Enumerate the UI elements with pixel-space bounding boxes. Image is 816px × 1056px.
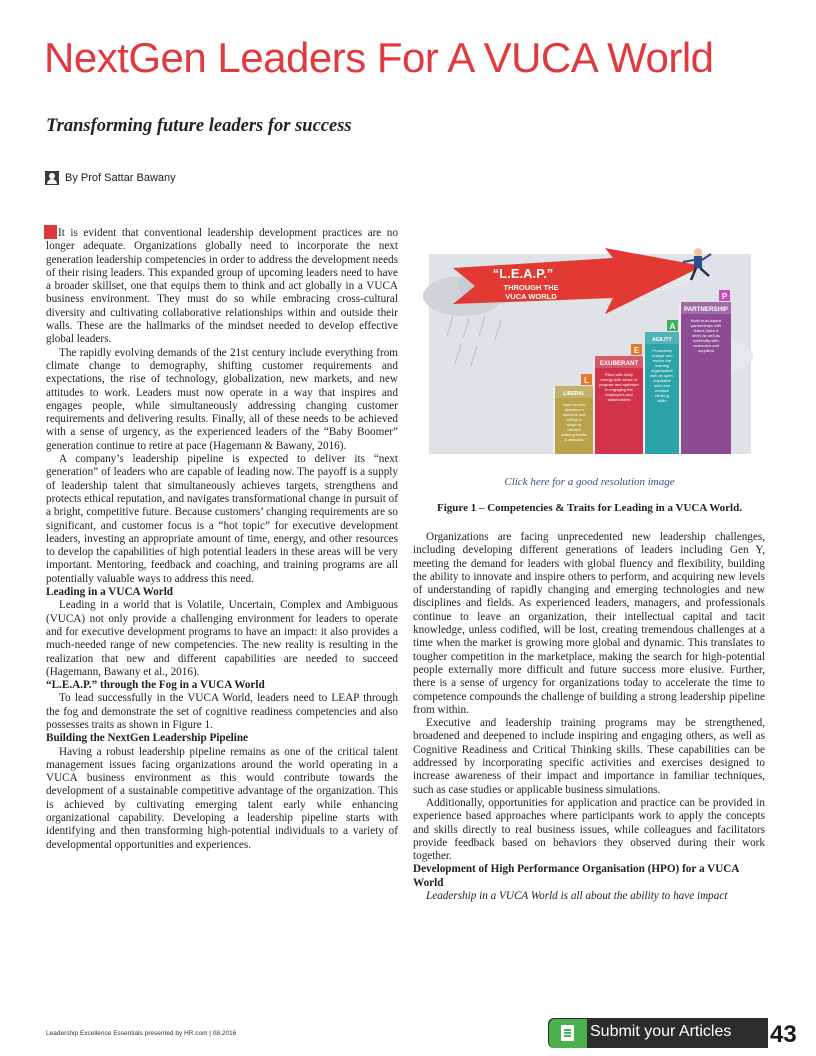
section-heading: Development of High Performance Organisation (HPO) for a VUCA World: [413, 863, 739, 889]
document-icon: [561, 1025, 574, 1041]
person-icon: [45, 171, 59, 185]
section-heading: Leading in a VUCA World: [46, 586, 174, 599]
section-heading: Building the NextGen Leadership Pipeline: [46, 732, 249, 745]
paragraph: Leadership in a VUCA World is all about the ability to have impact: [426, 890, 728, 903]
step-exuberant: [595, 344, 643, 454]
step-letter: P: [721, 292, 728, 301]
step-liberal: [555, 374, 593, 454]
paragraph: Additionally, opportunities for application and practice can be provided in experience based approaches where participants work to apply the concepts and skills directly to real business issues, while colleagues and facilitators provide feedback based on behaviors they observed during their work together.: [413, 796, 765, 863]
step-description: Proactively change and evolve the learning organisation with an open, inquisitive mind and creative thinking skills: [650, 348, 674, 403]
right-column: [413, 531, 765, 903]
submit-articles-label[interactable]: Submit your Articles: [590, 1023, 732, 1040]
step-label: PARTNERSHIP: [684, 306, 728, 313]
article-title: NextGen Leaders For A VUCA World: [44, 34, 714, 81]
figure-leap-image[interactable]: [413, 236, 766, 467]
byline: [45, 171, 176, 185]
paragraph: The rapidly evolving demands of the 21st century include everything from climate change to demography, shifting customer requirements and expectations, the rise of technology, globalization, new markets, and new attitudes to work. Leaders must now operate in a way that inspires and engages people, while simultaneously addressing changing customer requirements and delivering results. Finally, all of these needs to be achieved with a sense of urgency, as the experienced leaders of the “Baby Boomer” generation continue to retire at pace (Hagemann & Bawany, 2016).: [46, 346, 398, 452]
figure-link[interactable]: Click here for a good resolution image: [504, 476, 675, 488]
step-label: AGILITY: [652, 337, 672, 343]
step-letter: E: [633, 346, 640, 355]
step-description: Filled with lively energy with sense of purpose and optimism in engaging the employees and stakeholders: [599, 372, 639, 402]
paragraph: To lead successfully in the VUCA World, leaders need to LEAP through the fog and demonstrate the set of cognitive readiness competencies and also possesses traits as shown in Figure 1.: [46, 692, 398, 731]
figure-caption: Figure 1 – Competencies & Traits for Leading in a VUCA World.: [437, 502, 742, 514]
step-description: Open to new direction in opinions and willing to adapt or discard existing habits & attitudes: [561, 402, 587, 442]
page-number: 43: [770, 1021, 797, 1048]
drop-cap-marker: [44, 225, 57, 239]
step-label: EXUBERANT: [599, 360, 639, 367]
step-agility: [645, 320, 679, 454]
step-label: LIBERAL: [563, 391, 585, 397]
svg-text:THROUGH THE: THROUGH THE: [503, 283, 559, 292]
step-letter: L: [584, 376, 589, 385]
svg-text:VUCA WORLD: VUCA WORLD: [505, 292, 557, 301]
paragraph: It is evident that conventional leadership development practices are no longer adequate. Organizations globally need to incorporate the next generation leadership competencies in order to address the development needs of their rising leaders. This expanded group of upcoming leaders need to have a broader skillset, one that equips them to think and act globally in a VUCA business environment. They must do so while embracing cross-cultural diversity and cultivating collaborative relationships within and outside their walls. These are the hallmarks of the mindset needed to develop effective global leaders.: [46, 227, 398, 346]
step-description: Build trust-based partnerships with teams (intra & inter) as well as externally with customers and suppliers: [690, 318, 722, 353]
step-partnership: [681, 290, 731, 454]
paragraph: Leading in a world that is Volatile, Uncertain, Complex and Ambiguous (VUCA) not only provide a challenging environment for leaders to operate and for executive development programs to have an impact: it also provides a much-needed range of new competencies. The new reality is resulting in the realization that new and different capabilities are needed to succeed (Hagemann, Bawany et al., 2016).: [46, 599, 398, 678]
article-subtitle: Transforming future leaders for success: [46, 116, 352, 136]
step-letter: A: [669, 322, 676, 331]
paragraph: Executive and leadership training programs may be strengthened, broadened and deepened to include inspiring and engaging others, as well as Cognitive Readiness and Critical Thinking skills. These capabilities can be addressed by incorporating specific activities and exercises designed to increase awareness of their impact and importance in familiar techniques, such as case studies or applicable business simulations.: [413, 717, 765, 796]
author-name: By Prof Sattar Bawany: [65, 172, 176, 184]
section-heading: “L.E.A.P.” through the Fog in a VUCA World: [46, 679, 265, 692]
svg-text:“L.E.A.P.”: “L.E.A.P.”: [492, 266, 554, 281]
left-column: [46, 225, 398, 852]
paragraph: A company’s leadership pipeline is expected to deliver its “next generation” of leaders who are capable of leading now. The payoff is a supply of leadership talent that simultaneously achieves targets, strengthens and protects ethical reputation, and navigates transformational change in pursuit of a bright, competitive future. Because customers’ changing requirements are so significant, and customer focus is a “hot topic” for executive development leaders, investing an appropriate amount of time, energy, and other resources to develop the capabilities of high potential leaders in these areas will be very important. Mentoring, feedback and coaching, and training programs are all potentially valuable ways to address this need.: [46, 453, 398, 585]
paragraph: Organizations are facing unprecedented new leadership challenges, including developing different generations of leaders including Gen Y, meeting the demand for leaders with global fluency and flexibility, building the ability to innovate and inspire others to perform, and acquiring new levels of understanding of rapidly changing and emerging technologies and new disciplines and fields. As experienced leaders, managers, and professionals continue to leave an organization, their intellectual capital and tacit knowledge, unless codified, will be lost, creating tremendous challenges at a time when the market is growing more global and dynamic. This translates to tougher competition in the marketplace, making the search for high-potential people externally more difficult and future success more elusive. Further, there is a sense of urgency for organizations today to accelerate the time to competence compounds the challenge of building a strong leadership pipeline from within.: [413, 531, 765, 716]
paragraph: Having a robust leadership pipeline remains as one of the critical talent management issues facing organizations around the world operating in a VUCA business environment as this would contribute towards the development of a sustainable competitive advantage of the organization. This is achieved by cultivating emerging talent early while enhancing organizational capability. Developing a leadership pipeline starts with identifying and then transforming high-potential individuals to a variety of developmental opportunities and experiences.: [46, 745, 398, 851]
footer-credit: Leadership Excellence Essentials presented by HR.com | 08.2016: [46, 1030, 237, 1037]
